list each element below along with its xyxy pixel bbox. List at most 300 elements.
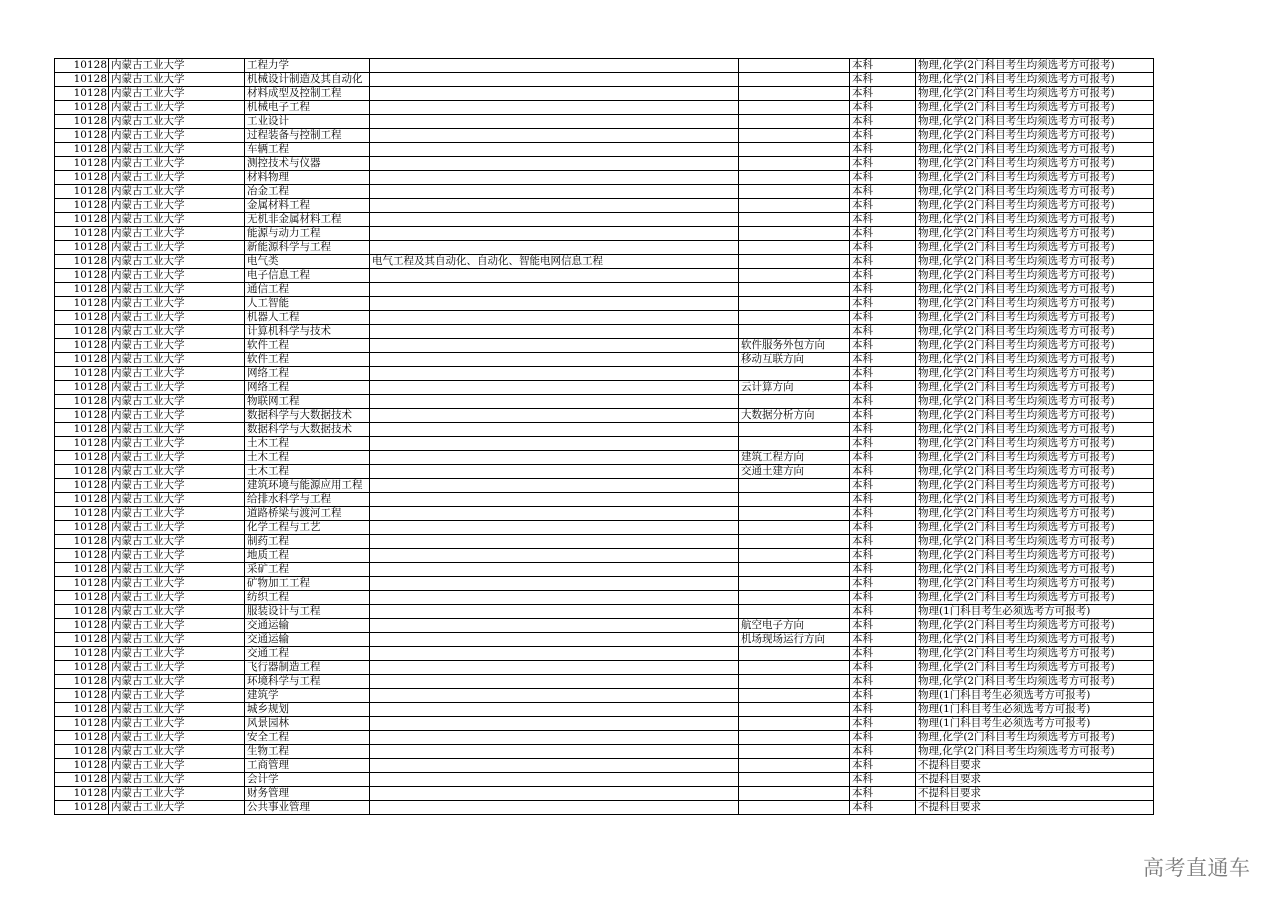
subject-requirement-cell: 物理,化学(2门科目考生均须选考方可报考) (916, 157, 1154, 171)
direction-cell (739, 689, 850, 703)
subject-requirement-cell: 物理,化学(2门科目考生均须选考方可报考) (916, 73, 1154, 87)
level-cell: 本科 (850, 661, 916, 675)
table-row (55, 675, 1154, 689)
school-code-cell: 10128 (55, 73, 109, 87)
major-name-cell: 交通运输 (245, 633, 370, 647)
school-code-cell: 10128 (55, 59, 109, 73)
major-name-cell: 数据科学与大数据技术 (245, 423, 370, 437)
school-code-cell: 10128 (55, 185, 109, 199)
major-includes-cell (370, 227, 739, 241)
level-cell: 本科 (850, 283, 916, 297)
major-includes-cell (370, 213, 739, 227)
major-name-cell: 金属材料工程 (245, 199, 370, 213)
major-includes-cell (370, 717, 739, 731)
direction-cell (739, 535, 850, 549)
direction-cell (739, 115, 850, 129)
direction-cell (739, 703, 850, 717)
school-name-cell: 内蒙古工业大学 (109, 633, 245, 647)
school-code-cell: 10128 (55, 367, 109, 381)
table-row (55, 409, 1154, 423)
table-row (55, 521, 1154, 535)
table-row (55, 213, 1154, 227)
level-cell: 本科 (850, 507, 916, 521)
table-row (55, 143, 1154, 157)
school-code-cell: 10128 (55, 157, 109, 171)
direction-cell (739, 675, 850, 689)
level-cell: 本科 (850, 773, 916, 787)
major-name-cell: 服装设计与工程 (245, 605, 370, 619)
subject-requirement-cell: 物理,化学(2门科目考生均须选考方可报考) (916, 507, 1154, 521)
school-code-cell: 10128 (55, 199, 109, 213)
table-row (55, 619, 1154, 633)
school-name-cell: 内蒙古工业大学 (109, 367, 245, 381)
level-cell: 本科 (850, 241, 916, 255)
level-cell: 本科 (850, 787, 916, 801)
school-name-cell: 内蒙古工业大学 (109, 689, 245, 703)
direction-cell: 交通土建方向 (739, 465, 850, 479)
school-name-cell: 内蒙古工业大学 (109, 269, 245, 283)
major-includes-cell (370, 661, 739, 675)
subject-requirement-cell: 物理,化学(2门科目考生均须选考方可报考) (916, 325, 1154, 339)
subject-requirement-cell: 物理,化学(2门科目考生均须选考方可报考) (916, 731, 1154, 745)
school-name-cell: 内蒙古工业大学 (109, 437, 245, 451)
school-code-cell: 10128 (55, 535, 109, 549)
school-name-cell: 内蒙古工业大学 (109, 563, 245, 577)
school-code-cell: 10128 (55, 619, 109, 633)
major-name-cell: 工业设计 (245, 115, 370, 129)
table-row (55, 787, 1154, 801)
school-code-cell: 10128 (55, 745, 109, 759)
major-name-cell: 化学工程与工艺 (245, 521, 370, 535)
subject-requirement-cell: 物理,化学(2门科目考生均须选考方可报考) (916, 633, 1154, 647)
major-includes-cell (370, 773, 739, 787)
school-name-cell: 内蒙古工业大学 (109, 745, 245, 759)
school-code-cell: 10128 (55, 675, 109, 689)
school-code-cell: 10128 (55, 661, 109, 675)
level-cell: 本科 (850, 73, 916, 87)
level-cell: 本科 (850, 549, 916, 563)
direction-cell: 建筑工程方向 (739, 451, 850, 465)
major-name-cell: 网络工程 (245, 381, 370, 395)
school-code-cell: 10128 (55, 409, 109, 423)
level-cell: 本科 (850, 423, 916, 437)
level-cell: 本科 (850, 395, 916, 409)
table-row (55, 269, 1154, 283)
direction-cell (739, 577, 850, 591)
major-includes-cell (370, 143, 739, 157)
school-name-cell: 内蒙古工业大学 (109, 493, 245, 507)
level-cell: 本科 (850, 801, 916, 815)
subject-requirement-cell: 物理,化学(2门科目考生均须选考方可报考) (916, 311, 1154, 325)
subject-requirement-cell: 物理,化学(2门科目考生均须选考方可报考) (916, 143, 1154, 157)
school-code-cell: 10128 (55, 717, 109, 731)
major-name-cell: 交通运输 (245, 619, 370, 633)
major-name-cell: 建筑学 (245, 689, 370, 703)
level-cell: 本科 (850, 409, 916, 423)
level-cell: 本科 (850, 591, 916, 605)
direction-cell (739, 255, 850, 269)
major-includes-cell (370, 633, 739, 647)
subject-requirement-cell: 物理,化学(2门科目考生均须选考方可报考) (916, 451, 1154, 465)
major-name-cell: 道路桥梁与渡河工程 (245, 507, 370, 521)
level-cell: 本科 (850, 269, 916, 283)
school-name-cell: 内蒙古工业大学 (109, 143, 245, 157)
table-row (55, 381, 1154, 395)
level-cell: 本科 (850, 157, 916, 171)
level-cell: 本科 (850, 451, 916, 465)
major-name-cell: 采矿工程 (245, 563, 370, 577)
table-row (55, 451, 1154, 465)
table-row (55, 395, 1154, 409)
direction-cell (739, 773, 850, 787)
level-cell: 本科 (850, 353, 916, 367)
subject-requirement-cell: 物理,化学(2门科目考生均须选考方可报考) (916, 549, 1154, 563)
school-name-cell: 内蒙古工业大学 (109, 227, 245, 241)
major-name-cell: 车辆工程 (245, 143, 370, 157)
major-includes-cell (370, 451, 739, 465)
school-name-cell: 内蒙古工业大学 (109, 339, 245, 353)
school-code-cell: 10128 (55, 731, 109, 745)
direction-cell (739, 549, 850, 563)
school-name-cell: 内蒙古工业大学 (109, 255, 245, 269)
subject-requirement-cell: 物理,化学(2门科目考生均须选考方可报考) (916, 87, 1154, 101)
major-name-cell: 地质工程 (245, 549, 370, 563)
major-name-cell: 机器人工程 (245, 311, 370, 325)
level-cell: 本科 (850, 255, 916, 269)
table-row (55, 633, 1154, 647)
school-code-cell: 10128 (55, 115, 109, 129)
major-includes-cell (370, 59, 739, 73)
level-cell: 本科 (850, 171, 916, 185)
major-includes-cell (370, 745, 739, 759)
table-row (55, 549, 1154, 563)
school-name-cell: 内蒙古工业大学 (109, 283, 245, 297)
table-row (55, 101, 1154, 115)
subject-requirement-cell: 物理,化学(2门科目考生均须选考方可报考) (916, 661, 1154, 675)
table-row (55, 241, 1154, 255)
level-cell: 本科 (850, 633, 916, 647)
level-cell: 本科 (850, 703, 916, 717)
major-includes-cell (370, 423, 739, 437)
subject-requirement-cell: 物理,化学(2门科目考生均须选考方可报考) (916, 675, 1154, 689)
school-code-cell: 10128 (55, 395, 109, 409)
direction-cell (739, 801, 850, 815)
subject-requirement-cell: 物理,化学(2门科目考生均须选考方可报考) (916, 339, 1154, 353)
major-includes-cell (370, 101, 739, 115)
subject-requirement-cell: 不提科目要求 (916, 773, 1154, 787)
level-cell: 本科 (850, 619, 916, 633)
major-name-cell: 通信工程 (245, 283, 370, 297)
major-name-cell: 会计学 (245, 773, 370, 787)
subject-requirement-cell: 不提科目要求 (916, 801, 1154, 815)
subject-requirement-cell: 物理(1门科目考生必须选考方可报考) (916, 605, 1154, 619)
school-name-cell: 内蒙古工业大学 (109, 381, 245, 395)
major-name-cell: 风景园林 (245, 717, 370, 731)
level-cell: 本科 (850, 59, 916, 73)
direction-cell (739, 59, 850, 73)
major-includes-cell: 电气工程及其自动化、自动化、智能电网信息工程 (370, 255, 739, 269)
school-code-cell: 10128 (55, 129, 109, 143)
direction-cell (739, 213, 850, 227)
major-name-cell: 过程装备与控制工程 (245, 129, 370, 143)
school-name-cell: 内蒙古工业大学 (109, 199, 245, 213)
direction-cell: 云计算方向 (739, 381, 850, 395)
major-includes-cell (370, 479, 739, 493)
major-name-cell: 冶金工程 (245, 185, 370, 199)
major-name-cell: 环境科学与工程 (245, 675, 370, 689)
direction-cell (739, 297, 850, 311)
school-name-cell: 内蒙古工业大学 (109, 675, 245, 689)
school-code-cell: 10128 (55, 311, 109, 325)
table-row (55, 759, 1154, 773)
school-code-cell: 10128 (55, 297, 109, 311)
subject-requirement-cell: 不提科目要求 (916, 787, 1154, 801)
table-row (55, 437, 1154, 451)
school-name-cell: 内蒙古工业大学 (109, 507, 245, 521)
subject-requirement-cell: 物理,化学(2门科目考生均须选考方可报考) (916, 283, 1154, 297)
direction-cell (739, 143, 850, 157)
direction-cell (739, 521, 850, 535)
major-includes-cell (370, 325, 739, 339)
table-row (55, 73, 1154, 87)
school-code-cell: 10128 (55, 87, 109, 101)
school-code-cell: 10128 (55, 605, 109, 619)
subject-requirement-cell: 物理,化学(2门科目考生均须选考方可报考) (916, 213, 1154, 227)
major-includes-cell (370, 731, 739, 745)
school-name-cell: 内蒙古工业大学 (109, 241, 245, 255)
major-includes-cell (370, 129, 739, 143)
major-name-cell: 网络工程 (245, 367, 370, 381)
school-name-cell: 内蒙古工业大学 (109, 535, 245, 549)
level-cell: 本科 (850, 101, 916, 115)
table-row (55, 423, 1154, 437)
direction-cell (739, 283, 850, 297)
school-name-cell: 内蒙古工业大学 (109, 605, 245, 619)
direction-cell (739, 717, 850, 731)
school-code-cell: 10128 (55, 353, 109, 367)
subject-requirement-cell: 物理,化学(2门科目考生均须选考方可报考) (916, 395, 1154, 409)
table-row (55, 87, 1154, 101)
direction-cell (739, 171, 850, 185)
major-includes-cell (370, 157, 739, 171)
school-code-cell: 10128 (55, 101, 109, 115)
table-row (55, 255, 1154, 269)
direction-cell (739, 591, 850, 605)
major-includes-cell (370, 465, 739, 479)
table-row (55, 801, 1154, 815)
major-name-cell: 电气类 (245, 255, 370, 269)
school-code-cell: 10128 (55, 703, 109, 717)
level-cell: 本科 (850, 325, 916, 339)
major-includes-cell (370, 381, 739, 395)
major-name-cell: 城乡规划 (245, 703, 370, 717)
school-name-cell: 内蒙古工业大学 (109, 297, 245, 311)
major-includes-cell (370, 241, 739, 255)
school-code-cell: 10128 (55, 801, 109, 815)
major-name-cell: 新能源科学与工程 (245, 241, 370, 255)
school-code-cell: 10128 (55, 591, 109, 605)
major-name-cell: 土木工程 (245, 465, 370, 479)
level-cell: 本科 (850, 605, 916, 619)
major-includes-cell (370, 605, 739, 619)
table-row (55, 367, 1154, 381)
table-row (55, 199, 1154, 213)
school-name-cell: 内蒙古工业大学 (109, 703, 245, 717)
table-row (55, 157, 1154, 171)
school-name-cell: 内蒙古工业大学 (109, 801, 245, 815)
table-row (55, 773, 1154, 787)
major-includes-cell (370, 521, 739, 535)
school-code-cell: 10128 (55, 521, 109, 535)
school-code-cell: 10128 (55, 381, 109, 395)
major-name-cell: 土木工程 (245, 437, 370, 451)
direction-cell (739, 787, 850, 801)
major-includes-cell (370, 703, 739, 717)
school-code-cell: 10128 (55, 647, 109, 661)
table-row (55, 59, 1154, 73)
direction-cell (739, 87, 850, 101)
table-row (55, 283, 1154, 297)
school-name-cell: 内蒙古工业大学 (109, 157, 245, 171)
school-code-cell: 10128 (55, 171, 109, 185)
direction-cell (739, 423, 850, 437)
major-name-cell: 土木工程 (245, 451, 370, 465)
table-row (55, 591, 1154, 605)
major-includes-cell (370, 493, 739, 507)
subject-requirement-cell: 物理,化学(2门科目考生均须选考方可报考) (916, 521, 1154, 535)
major-name-cell: 机械设计制造及其自动化 (245, 73, 370, 87)
school-name-cell: 内蒙古工业大学 (109, 73, 245, 87)
level-cell: 本科 (850, 213, 916, 227)
subject-requirement-cell: 物理,化学(2门科目考生均须选考方可报考) (916, 227, 1154, 241)
school-name-cell: 内蒙古工业大学 (109, 311, 245, 325)
major-includes-cell (370, 507, 739, 521)
school-name-cell: 内蒙古工业大学 (109, 661, 245, 675)
subject-requirement-cell: 物理,化学(2门科目考生均须选考方可报考) (916, 619, 1154, 633)
school-name-cell: 内蒙古工业大学 (109, 353, 245, 367)
direction-cell: 大数据分析方向 (739, 409, 850, 423)
subject-requirement-cell: 物理,化学(2门科目考生均须选考方可报考) (916, 59, 1154, 73)
level-cell: 本科 (850, 437, 916, 451)
school-name-cell: 内蒙古工业大学 (109, 465, 245, 479)
major-includes-cell (370, 591, 739, 605)
subject-requirement-cell: 物理,化学(2门科目考生均须选考方可报考) (916, 493, 1154, 507)
subject-requirement-cell: 物理,化学(2门科目考生均须选考方可报考) (916, 409, 1154, 423)
level-cell: 本科 (850, 311, 916, 325)
major-includes-cell (370, 87, 739, 101)
subject-requirement-cell: 物理(1门科目考生必须选考方可报考) (916, 703, 1154, 717)
level-cell: 本科 (850, 297, 916, 311)
school-code-cell: 10128 (55, 269, 109, 283)
table-row (55, 731, 1154, 745)
major-name-cell: 安全工程 (245, 731, 370, 745)
subject-requirement-cell: 物理,化学(2门科目考生均须选考方可报考) (916, 241, 1154, 255)
school-name-cell: 内蒙古工业大学 (109, 87, 245, 101)
level-cell: 本科 (850, 675, 916, 689)
school-code-cell: 10128 (55, 787, 109, 801)
school-code-cell: 10128 (55, 689, 109, 703)
subject-requirement-cell: 物理,化学(2门科目考生均须选考方可报考) (916, 577, 1154, 591)
major-includes-cell (370, 689, 739, 703)
direction-cell (739, 437, 850, 451)
direction-cell (739, 199, 850, 213)
school-code-cell: 10128 (55, 479, 109, 493)
table-row (55, 129, 1154, 143)
level-cell: 本科 (850, 493, 916, 507)
level-cell: 本科 (850, 129, 916, 143)
school-name-cell: 内蒙古工业大学 (109, 129, 245, 143)
school-name-cell: 内蒙古工业大学 (109, 717, 245, 731)
major-includes-cell (370, 311, 739, 325)
direction-cell (739, 563, 850, 577)
direction-cell (739, 157, 850, 171)
major-includes-cell (370, 647, 739, 661)
table-row (55, 339, 1154, 353)
school-name-cell: 内蒙古工业大学 (109, 759, 245, 773)
table-row (55, 325, 1154, 339)
level-cell: 本科 (850, 521, 916, 535)
major-includes-cell (370, 185, 739, 199)
school-code-cell: 10128 (55, 507, 109, 521)
school-name-cell: 内蒙古工业大学 (109, 521, 245, 535)
major-includes-cell (370, 171, 739, 185)
school-name-cell: 内蒙古工业大学 (109, 619, 245, 633)
major-includes-cell (370, 353, 739, 367)
school-code-cell: 10128 (55, 227, 109, 241)
school-code-cell: 10128 (55, 577, 109, 591)
major-name-cell: 材料成型及控制工程 (245, 87, 370, 101)
major-includes-cell (370, 535, 739, 549)
level-cell: 本科 (850, 647, 916, 661)
subject-requirement-cell: 物理,化学(2门科目考生均须选考方可报考) (916, 381, 1154, 395)
school-name-cell: 内蒙古工业大学 (109, 423, 245, 437)
level-cell: 本科 (850, 199, 916, 213)
subject-requirement-cell: 物理,化学(2门科目考生均须选考方可报考) (916, 367, 1154, 381)
school-name-cell: 内蒙古工业大学 (109, 647, 245, 661)
subject-requirement-cell: 物理,化学(2门科目考生均须选考方可报考) (916, 353, 1154, 367)
major-includes-cell (370, 269, 739, 283)
watermark-text: 高考直通车 (1143, 856, 1251, 880)
table-row (55, 689, 1154, 703)
school-name-cell: 内蒙古工业大学 (109, 479, 245, 493)
major-includes-cell (370, 619, 739, 633)
school-code-cell: 10128 (55, 563, 109, 577)
major-name-cell: 软件工程 (245, 339, 370, 353)
table-row (55, 563, 1154, 577)
table-row (55, 745, 1154, 759)
level-cell: 本科 (850, 689, 916, 703)
table-row (55, 185, 1154, 199)
major-includes-cell (370, 787, 739, 801)
major-includes-cell (370, 675, 739, 689)
direction-cell (739, 325, 850, 339)
subject-requirement-cell: 物理,化学(2门科目考生均须选考方可报考) (916, 479, 1154, 493)
direction-cell (739, 493, 850, 507)
direction-cell (739, 185, 850, 199)
major-name-cell: 机械电子工程 (245, 101, 370, 115)
level-cell: 本科 (850, 465, 916, 479)
table-row (55, 703, 1154, 717)
school-name-cell: 内蒙古工业大学 (109, 409, 245, 423)
level-cell: 本科 (850, 367, 916, 381)
school-code-cell: 10128 (55, 549, 109, 563)
subject-requirement-cell: 物理,化学(2门科目考生均须选考方可报考) (916, 185, 1154, 199)
major-name-cell: 给排水科学与工程 (245, 493, 370, 507)
major-includes-cell (370, 437, 739, 451)
major-includes-cell (370, 801, 739, 815)
school-name-cell: 内蒙古工业大学 (109, 591, 245, 605)
table-row (55, 535, 1154, 549)
